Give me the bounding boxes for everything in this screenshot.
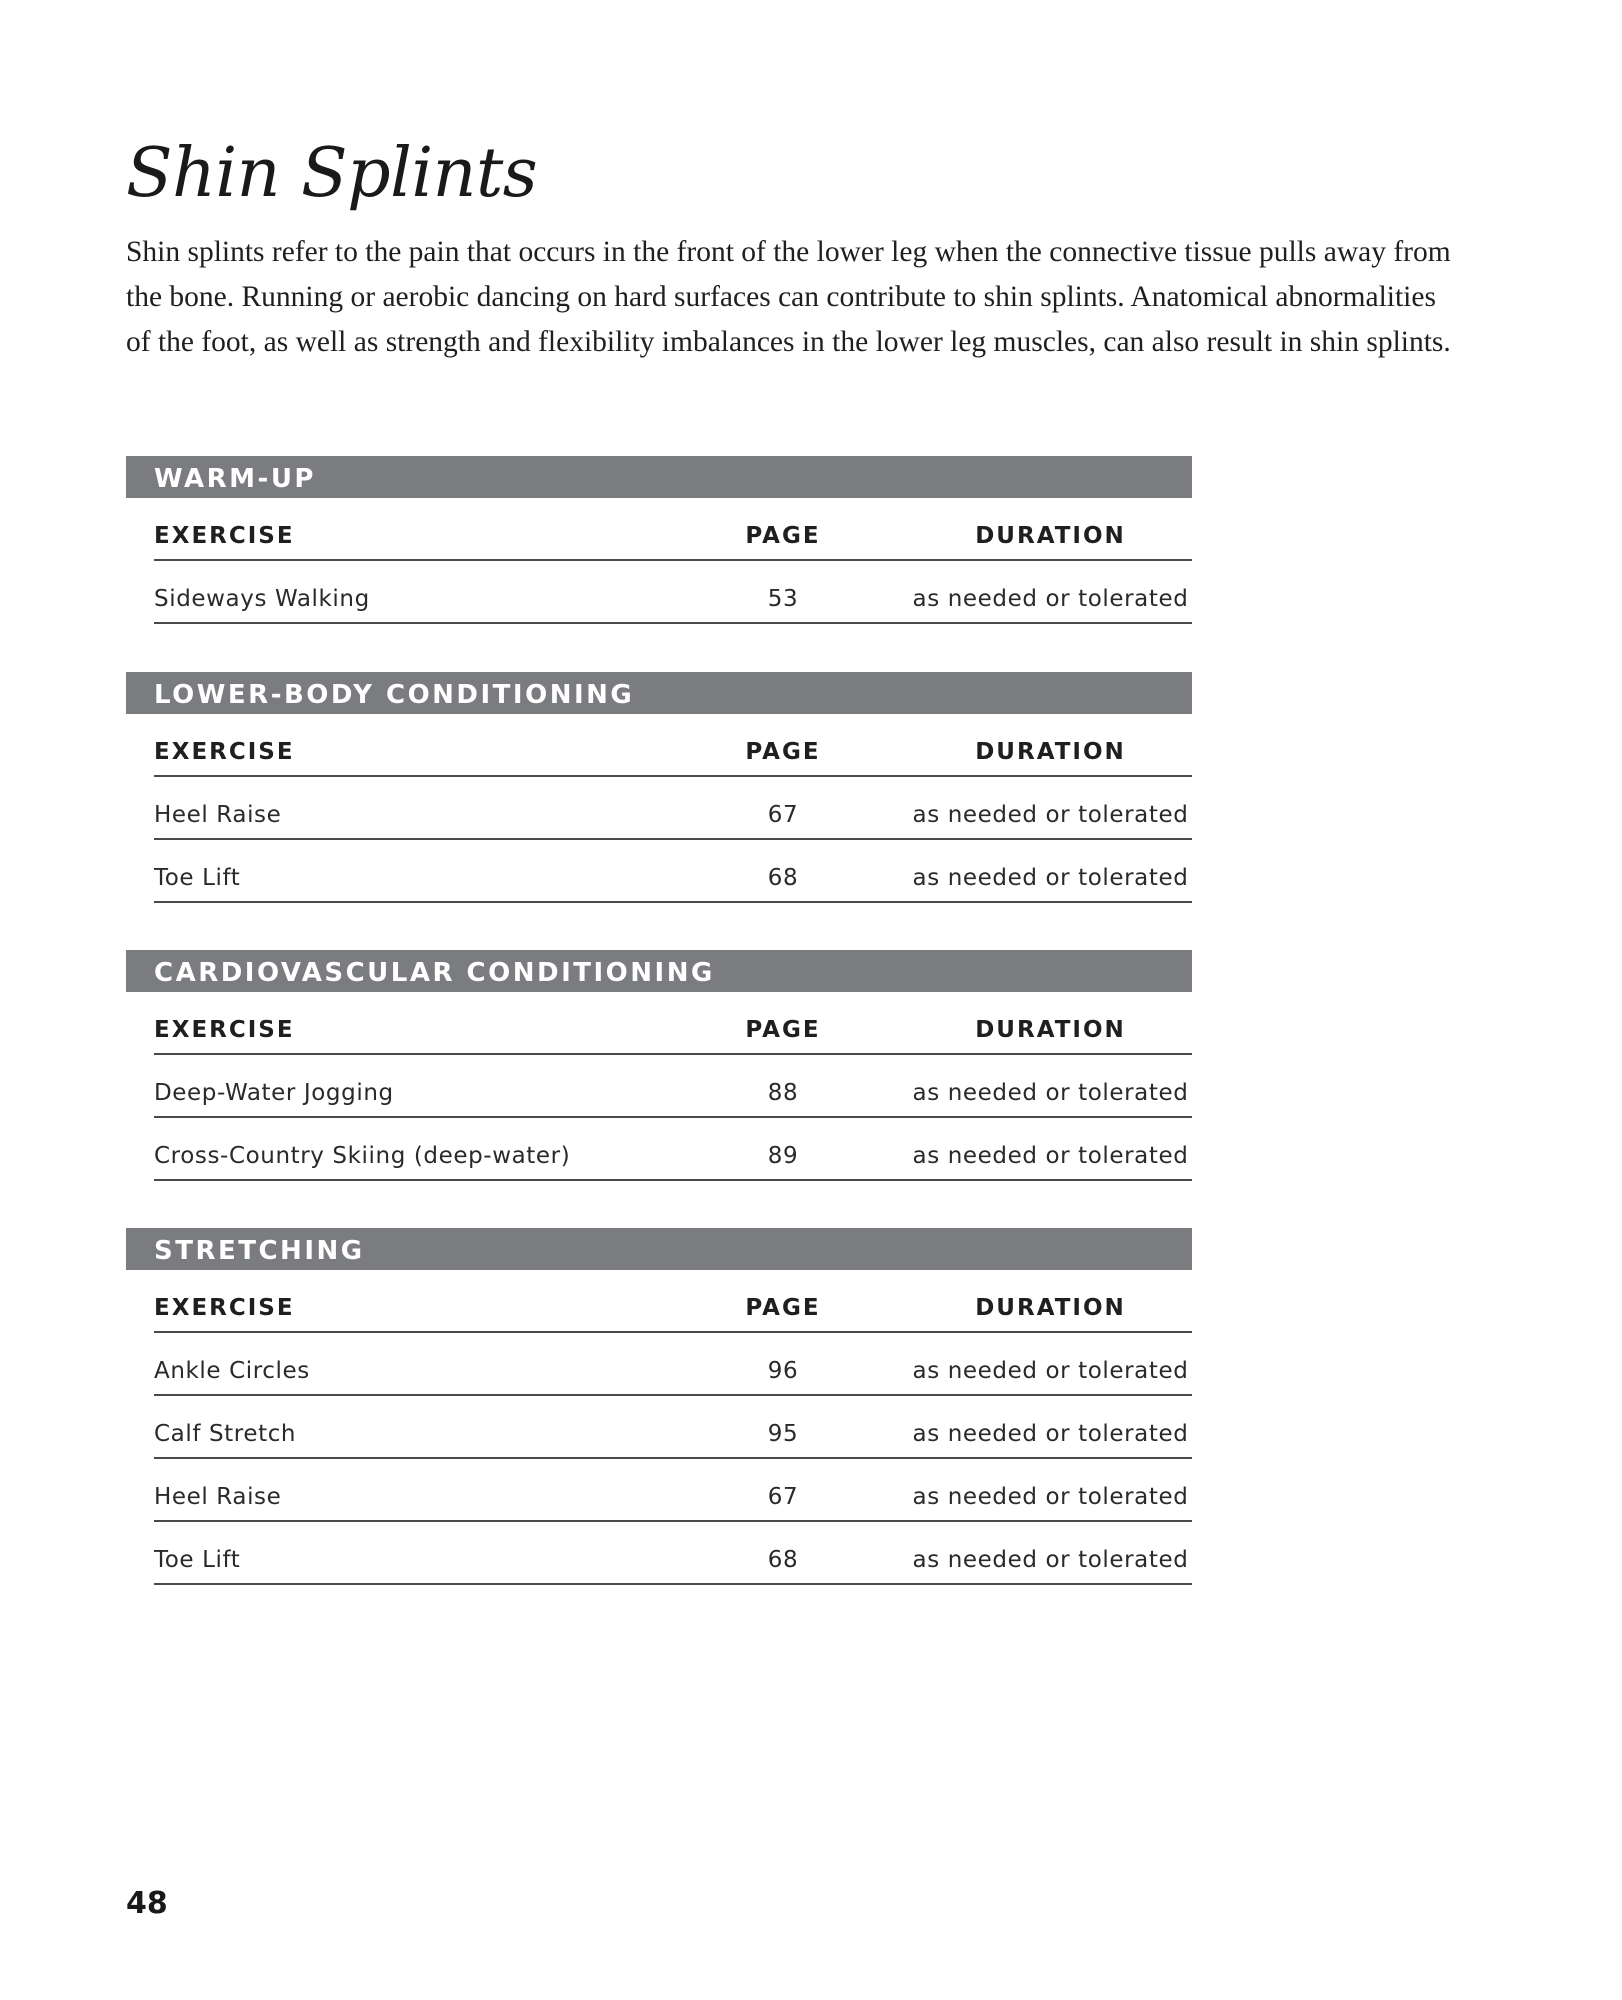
page-ref: 67 xyxy=(767,802,799,828)
table-row xyxy=(154,1118,1192,1181)
exercise-table xyxy=(154,1270,1192,1585)
column-header-duration: DURATION xyxy=(975,739,1126,765)
page-ref: 68 xyxy=(767,1547,799,1573)
exercise-name: Deep-Water Jogging xyxy=(154,1080,394,1106)
table-row xyxy=(154,777,1192,840)
exercise-name: Ankle Circles xyxy=(154,1358,310,1384)
exercise-name: Toe Lift xyxy=(154,865,241,891)
column-header-exercise: EXERCISE xyxy=(154,739,295,765)
column-header-exercise: EXERCISE xyxy=(154,1295,295,1321)
duration-value: as needed or tolerated xyxy=(912,1547,1189,1573)
section-header: STRETCHING xyxy=(126,1228,1192,1270)
table-row xyxy=(154,1522,1192,1585)
table-row xyxy=(154,1396,1192,1459)
table-header-row xyxy=(154,498,1192,561)
section-header: CARDIOVASCULAR CONDITIONING xyxy=(126,950,1192,992)
column-header-duration: DURATION xyxy=(975,523,1126,549)
column-header-duration: DURATION xyxy=(975,1017,1126,1043)
page-ref: 95 xyxy=(767,1421,799,1447)
page-title: Shin Splints xyxy=(126,134,538,213)
column-header-duration: DURATION xyxy=(975,1295,1126,1321)
exercise-name: Cross-Country Skiing (deep-water) xyxy=(154,1143,571,1169)
duration-value: as needed or tolerated xyxy=(912,802,1189,828)
page-ref: 67 xyxy=(767,1484,799,1510)
table-row xyxy=(154,1333,1192,1396)
exercise-name: Calf Stretch xyxy=(154,1421,297,1447)
column-header-page: PAGE xyxy=(745,1017,821,1043)
duration-value: as needed or tolerated xyxy=(912,1421,1189,1447)
page-ref: 88 xyxy=(767,1080,799,1106)
duration-value: as needed or tolerated xyxy=(912,1484,1189,1510)
exercise-name: Heel Raise xyxy=(154,1484,282,1510)
table-header-row xyxy=(154,714,1192,777)
table-row xyxy=(154,561,1192,624)
page-ref: 53 xyxy=(767,586,799,612)
page-ref: 68 xyxy=(767,865,799,891)
exercise-table xyxy=(154,992,1192,1181)
section-header: WARM-UP xyxy=(126,456,1192,498)
page-number: 48 xyxy=(126,1886,168,1921)
duration-value: as needed or tolerated xyxy=(912,1080,1189,1106)
section-stretching xyxy=(126,1228,1192,1585)
section-cardiovascular-conditioning xyxy=(126,950,1192,1181)
exercise-name: Sideways Walking xyxy=(154,586,370,612)
section-lower-body-conditioning xyxy=(126,672,1192,903)
section-warm-up xyxy=(126,456,1192,624)
table-header-row xyxy=(154,992,1192,1055)
duration-value: as needed or tolerated xyxy=(912,586,1189,612)
table-header-row xyxy=(154,1270,1192,1333)
duration-value: as needed or tolerated xyxy=(912,1358,1189,1384)
duration-value: as needed or tolerated xyxy=(912,865,1189,891)
column-header-page: PAGE xyxy=(745,1295,821,1321)
column-header-exercise: EXERCISE xyxy=(154,1017,295,1043)
exercise-table xyxy=(154,498,1192,624)
section-header: LOWER-BODY CONDITIONING xyxy=(126,672,1192,714)
table-row xyxy=(154,1459,1192,1522)
column-header-exercise: EXERCISE xyxy=(154,523,295,549)
intro-paragraph: Shin splints refer to the pain that occurs in the front of the lower leg when the connective tissue pulls away from the bone. Running or aerobic dancing on hard surfaces can contribute to shin splints. Anatomical abnormalities of the foot, as well as strength and flexibility imbalances in the lower leg muscles, can also result in shin splints. xyxy=(126,236,1451,358)
exercise-name: Toe Lift xyxy=(154,1547,241,1573)
table-row xyxy=(154,840,1192,903)
exercise-name: Heel Raise xyxy=(154,802,282,828)
column-header-page: PAGE xyxy=(745,523,821,549)
exercise-table xyxy=(154,714,1192,903)
page-ref: 89 xyxy=(767,1143,799,1169)
column-header-page: PAGE xyxy=(745,739,821,765)
page-ref: 96 xyxy=(767,1358,799,1384)
duration-value: as needed or tolerated xyxy=(912,1143,1189,1169)
table-row xyxy=(154,1055,1192,1118)
